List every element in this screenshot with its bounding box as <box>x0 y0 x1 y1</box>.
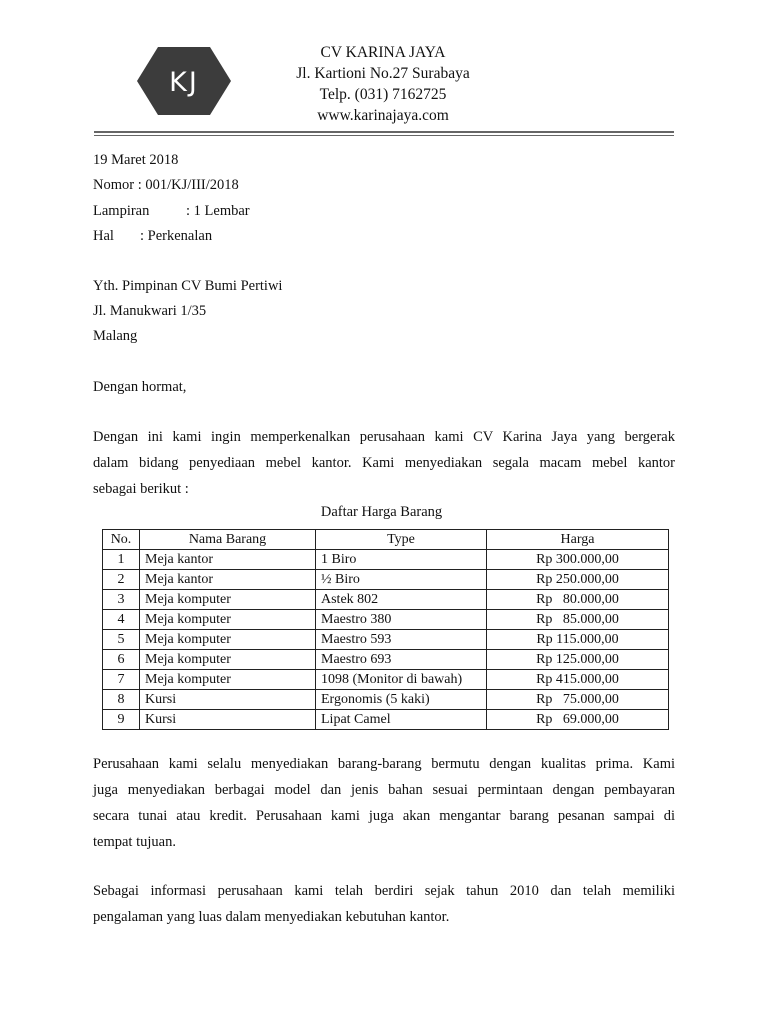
row-no: 5 <box>103 630 140 650</box>
hexagon-logo-icon <box>136 46 232 116</box>
row-no: 7 <box>103 670 140 690</box>
recipient-city: Malang <box>93 328 138 344</box>
row-type: 1 Biro <box>316 550 487 570</box>
row-no: 1 <box>103 550 140 570</box>
row-price: Rp 80.000,00 <box>487 590 669 610</box>
paragraph-line: pengalaman yang luas dalam menyediakan kebutuhan kantor. <box>93 909 450 925</box>
row-price: Rp 415.000,00 <box>487 670 669 690</box>
row-price: Rp 115.000,00 <box>487 630 669 650</box>
row-name: Kursi <box>140 710 316 730</box>
table-row <box>103 630 669 650</box>
paragraph-line: Perusahaan kami selalu menyediakan barang-barang bermutu dengan kualitas prima. Kami <box>93 756 675 772</box>
row-type: Astek 802 <box>316 590 487 610</box>
paragraph-line: juga menyediakan berbagai model dan jenis bahan sesuai permintaan dengan pembayaran <box>93 782 675 798</box>
row-type: Lipat Camel <box>316 710 487 730</box>
header-divider-thin <box>94 135 674 136</box>
attachment-line <box>93 203 250 220</box>
table-row <box>103 710 669 730</box>
row-price: Rp 300.000,00 <box>487 550 669 570</box>
letter-number: Nomor : 001/KJ/III/2018 <box>93 177 239 193</box>
paragraph-line: Dengan ini kami ingin memperkenalkan perusahaan kami CV Karina Jaya yang bergerak <box>93 429 675 445</box>
header-name: Nama Barang <box>140 530 316 550</box>
row-name: Meja komputer <box>140 630 316 650</box>
row-type: Ergonomis (5 kaki) <box>316 690 487 710</box>
row-name: Meja kantor <box>140 570 316 590</box>
subject-value: : Perkenalan <box>140 228 213 244</box>
paragraph-line: Sebagai informasi perusahaan kami telah berdiri sejak tahun 2010 dan telah memiliki <box>93 883 675 899</box>
row-price: Rp 69.000,00 <box>487 710 669 730</box>
table-body <box>103 550 669 730</box>
header-no: No. <box>103 530 140 550</box>
greeting: Dengan hormat, <box>93 379 187 395</box>
table-row <box>103 610 669 630</box>
recipient-address: Jl. Manukwari 1/35 <box>93 303 207 319</box>
letter-date: 19 Maret 2018 <box>93 152 179 168</box>
row-type: ½ Biro <box>316 570 487 590</box>
row-price: Rp 75.000,00 <box>487 690 669 710</box>
row-price: Rp 125.000,00 <box>487 650 669 670</box>
attachment-label: Lampiran <box>93 203 150 219</box>
row-no: 6 <box>103 650 140 670</box>
recipient-name: Yth. Pimpinan CV Bumi Pertiwi <box>93 278 283 294</box>
row-price: Rp 250.000,00 <box>487 570 669 590</box>
body-paragraph <box>93 751 675 855</box>
attachment-value: : 1 Lembar <box>186 203 250 219</box>
company-logo <box>136 46 232 116</box>
price-table <box>102 529 669 730</box>
row-no: 4 <box>103 610 140 630</box>
row-type: Maestro 693 <box>316 650 487 670</box>
paragraph-line: sebagai berikut : <box>93 481 189 497</box>
closing-paragraph <box>93 878 675 930</box>
row-no: 2 <box>103 570 140 590</box>
subject-label: Hal <box>93 228 114 244</box>
company-website[interactable]: www.karinajaya.com <box>317 107 449 124</box>
row-no: 8 <box>103 690 140 710</box>
table-row <box>103 670 669 690</box>
paragraph-line: tempat tujuan. <box>93 834 176 850</box>
paragraph-line: dalam bidang penyediaan mebel kantor. Kami menyediakan segala macam mebel kantor <box>93 455 675 471</box>
row-price: Rp 85.000,00 <box>487 610 669 630</box>
row-no: 9 <box>103 710 140 730</box>
paragraph-line: secara tunai atau kredit. Perusahaan kami juga akan mengantar barang pesanan sampai di <box>93 808 675 824</box>
table-row <box>103 650 669 670</box>
table-row <box>103 570 669 590</box>
intro-paragraph <box>93 424 675 502</box>
header-divider-thick <box>94 131 674 133</box>
subject-line <box>93 228 212 245</box>
table-header-row <box>103 530 669 550</box>
row-name: Kursi <box>140 690 316 710</box>
company-phone: Telp. (031) 7162725 <box>319 86 447 103</box>
row-name: Meja komputer <box>140 670 316 690</box>
row-type: Maestro 380 <box>316 610 487 630</box>
letterhead <box>260 42 506 126</box>
table-caption: Daftar Harga Barang <box>320 504 443 520</box>
header-price: Harga <box>487 530 669 550</box>
row-name: Meja komputer <box>140 590 316 610</box>
row-type: Maestro 593 <box>316 630 487 650</box>
table-row <box>103 690 669 710</box>
logo-text: KJ <box>169 67 199 98</box>
table-row <box>103 590 669 610</box>
company-name: CV KARINA JAYA <box>320 44 446 61</box>
row-no: 3 <box>103 590 140 610</box>
header-type: Type <box>316 530 487 550</box>
row-name: Meja komputer <box>140 610 316 630</box>
table-row <box>103 550 669 570</box>
company-address: Jl. Kartioni No.27 Surabaya <box>296 65 470 82</box>
row-type: 1098 (Monitor di bawah) <box>316 670 487 690</box>
row-name: Meja kantor <box>140 550 316 570</box>
row-name: Meja komputer <box>140 650 316 670</box>
